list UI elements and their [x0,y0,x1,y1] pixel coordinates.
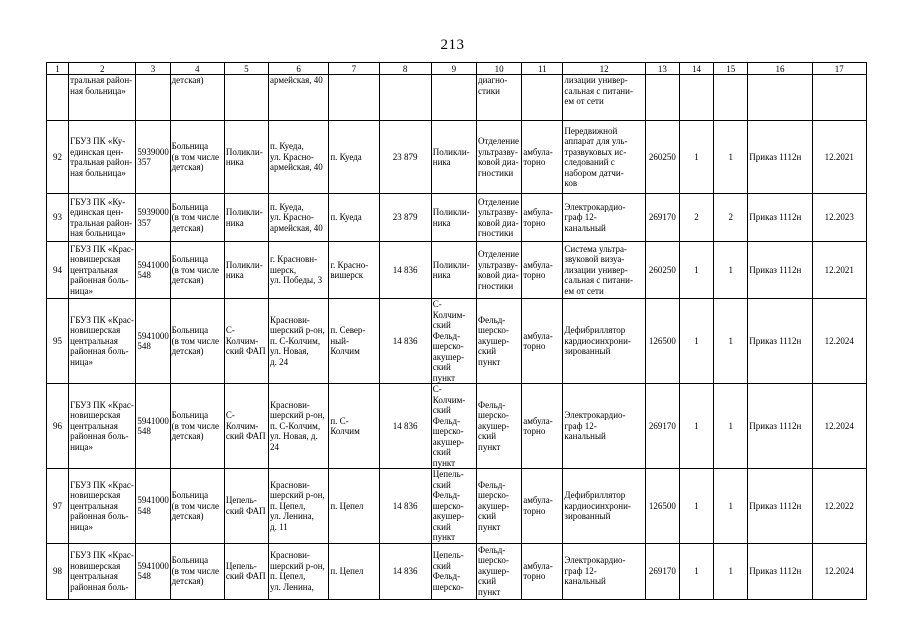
cell-text: 1 [694,264,699,275]
cell-text: Приказ 1112н [749,500,802,511]
cell-text: ГБУЗ ПК «Ку- единская цен- тральная район- ная больница» [70,196,133,238]
cell-text: детская) [171,75,204,85]
cell-settlement [329,384,379,469]
cell-equipment-code [645,299,679,384]
cell-text: Дефибриллятор кардиосинхрони- зированный [564,490,631,521]
cell-org-code [136,242,170,299]
cell-text: 260250 [648,151,676,162]
cell-text: 14 836 [392,420,418,431]
cell-subunit [431,75,476,121]
cell-text: 12.2024 [824,565,854,576]
cell-text: п. Север- ный- Колчим [330,325,366,357]
cell-text: Поликли- ника [225,259,263,280]
cell-text: г. Красно- вишерск [330,259,369,280]
cell-unit-name [224,194,268,242]
equipment-table [46,62,867,600]
cell-unit-name [224,469,268,544]
cell-text: 12.2023 [824,212,854,223]
cell-text: Передвижной аппарат для уль- тразвуковых ис- следований с набором датчи- ков [564,125,628,188]
cell-address [269,75,329,121]
cell-text: 12.2021 [824,151,854,162]
cell-text: Краснови- шерский р-он, п. Цепел, ул. Ленина, д. 11 [270,479,325,532]
col-header: 17 [812,63,866,75]
cell-text: ГБУЗ ПК «Крас- новишерская центральная районная боль- ница» [70,479,134,532]
col-header: 3 [136,63,170,75]
cell-settlement [329,469,379,544]
cell-settlement [329,242,379,299]
cell-text: 97 [53,500,63,511]
cell-text: Дефибриллятор кардиосинхрони- зированный [564,325,631,357]
cell-text: Поликли- ника [432,146,470,167]
cell-settlement [329,299,379,384]
cell-text: С- Колчим- ский ФАП [225,325,266,357]
cell-text: 93 [53,212,63,223]
cell-address [269,242,329,299]
cell-quantity-required [679,242,713,299]
cell-regulation [748,543,812,599]
cell-text: Поликли- ника [432,259,470,280]
cell-row-number [47,469,69,544]
cell-text: 92 [53,151,63,162]
col-header: 16 [748,63,812,75]
cell-quantity-required [679,384,713,469]
cell-text: Краснови- шерский р-он, п. С-Колчим, ул. Новая, д. 24 [270,399,325,452]
cell-text: 1 [728,264,733,275]
cell-text: С- Колчим- ский ФАП [225,410,266,442]
cell-text: Больница (в том числе детская) [171,325,219,357]
cell-text: 12.2024 [824,335,854,346]
cell-org-code [136,194,170,242]
cell-text: Фельд- шерско- акушер- ский пункт [478,314,510,367]
cell-quantity-planned [714,299,748,384]
cell-text: армейская, 40 [270,75,323,85]
col-header: 15 [714,63,748,75]
cell-text: 1 [694,151,699,162]
cell-care-mode [522,299,563,384]
cell-text: Больница (в том числе детская) [171,201,219,233]
cell-text: п. Куеда, ул. Красно- армейская, 40 [270,141,323,173]
cell-text: амбула- торно [523,207,553,228]
cell-row-number [47,299,69,384]
col-header: 7 [329,63,379,75]
cell-care-mode [522,75,563,121]
cell-row-number [47,75,69,121]
cell-subunit [431,194,476,242]
cell-text: 98 [53,565,63,576]
cell-address [269,384,329,469]
cell-text: 269170 [648,212,676,223]
table-row [47,384,867,469]
table-row [47,242,867,299]
cell-text: 1 [728,565,733,576]
cell-text: 5939000 357 [137,146,169,167]
cell-text: Краснови- шерский р-он, п. Цепел, ул. Ленина, [270,550,325,592]
cell-text: Цепель- ский Фельд- шерско- [432,550,464,592]
cell-row-number [47,384,69,469]
cell-text: 12.2022 [824,500,854,511]
cell-unit-name [224,299,268,384]
cell-department [477,121,522,194]
cell-text: тральная район- ная больница» [70,75,133,96]
cell-facility-type [170,543,224,599]
cell-deadline [812,242,866,299]
cell-care-mode [522,194,563,242]
cell-text: 269170 [648,565,676,576]
cell-text: п. Цепел [330,565,364,576]
cell-settlement [329,121,379,194]
cell-text: Фельд- шерско- акушер- ский пункт [478,544,510,597]
cell-text: Отделение ультразву- ковой диа- гностики [478,196,520,238]
cell-deadline [812,384,866,469]
cell-text: 5941000 548 [137,330,169,351]
table-row [47,469,867,544]
cell-address [269,543,329,599]
cell-deadline [812,75,866,121]
cell-subunit [431,299,476,384]
cell-text: 1 [694,420,699,431]
cell-text: Приказ 1112н [749,212,802,223]
cell-equipment-code [645,384,679,469]
cell-org-code [136,384,170,469]
cell-equipment-code [645,194,679,242]
col-header: 13 [645,63,679,75]
cell-text: Электрокардио- граф 12- канальный [564,201,626,233]
cell-text: амбула- торно [523,330,553,351]
cell-equipment-code [645,121,679,194]
cell-facility-type [170,75,224,121]
cell-text: 5941000 548 [137,259,169,280]
cell-quantity-planned [714,121,748,194]
cell-equipment-name [563,543,645,599]
cell-regulation [748,299,812,384]
cell-text: диагно- стики [478,75,508,96]
cell-deadline [812,121,866,194]
cell-population [379,543,431,599]
cell-text: Поликли- ника [432,207,470,228]
cell-text: амбула- торно [523,259,553,280]
cell-subunit [431,543,476,599]
cell-regulation [748,75,812,121]
cell-quantity-required [679,469,713,544]
cell-population [379,242,431,299]
cell-department [477,299,522,384]
cell-organization-name [69,121,136,194]
cell-population [379,121,431,194]
cell-facility-type [170,121,224,194]
cell-text: 1 [728,335,733,346]
cell-care-mode [522,242,563,299]
cell-text: 14 836 [392,500,418,511]
cell-equipment-name [563,384,645,469]
cell-unit-name [224,75,268,121]
cell-text: 5941000 548 [137,495,169,516]
cell-department [477,194,522,242]
cell-text: 5941000 548 [137,560,169,581]
cell-care-mode [522,469,563,544]
cell-row-number [47,242,69,299]
cell-text: п. Куеда, ул. Красно- армейская, 40 [270,201,323,233]
cell-quantity-planned [714,75,748,121]
cell-quantity-planned [714,469,748,544]
cell-text: 126500 [648,335,676,346]
cell-settlement [329,194,379,242]
cell-text: Фельд- шерско- акушер- ский пункт [478,399,510,452]
cell-care-mode [522,121,563,194]
cell-regulation [748,469,812,544]
cell-row-number [47,194,69,242]
cell-text: Приказ 1112н [749,420,802,431]
cell-facility-type [170,194,224,242]
cell-text: 260250 [648,264,676,275]
cell-department [477,543,522,599]
col-header: 4 [170,63,224,75]
cell-text: ГБУЗ ПК «Ку- единская цен- тральная район- ная больница» [70,136,133,178]
cell-organization-name [69,242,136,299]
cell-row-number [47,121,69,194]
cell-text: ГБУЗ ПК «Крас- новишерская центральная районная боль- ница» [70,399,134,452]
cell-population [379,384,431,469]
cell-text: 5941000 548 [137,415,169,436]
cell-text: 14 836 [392,264,418,275]
cell-text: Краснови- шерский р-он, п. С-Колчим, ул. Новая, д. 24 [270,314,325,367]
cell-quantity-required [679,194,713,242]
cell-settlement [329,543,379,599]
col-header: 10 [477,63,522,75]
col-header: 9 [431,63,476,75]
cell-text: Больница (в том числе детская) [171,490,219,521]
cell-text: С- Колчим- ский Фельд- шерско- акушер- ский пункт [432,384,466,468]
col-header: 1 [47,63,69,75]
cell-text: амбула- торно [523,146,553,167]
cell-text: 14 836 [392,335,418,346]
col-header: 5 [224,63,268,75]
cell-text: Больница (в том числе детская) [171,141,219,173]
table-row [47,299,867,384]
cell-text: 96 [53,420,63,431]
cell-text: Электрокардио- граф 12- канальный [564,555,626,587]
cell-text: Больница (в том числе детская) [171,254,219,286]
cell-facility-type [170,242,224,299]
cell-deadline [812,543,866,599]
cell-organization-name [69,469,136,544]
cell-organization-name [69,299,136,384]
cell-text: п. Куеда [330,151,362,162]
cell-quantity-planned [714,194,748,242]
cell-text: Больница (в том числе детская) [171,410,219,442]
cell-text: 126500 [648,500,676,511]
cell-text: 1 [728,500,733,511]
cell-text: Приказ 1112н [749,264,802,275]
cell-text: 23 879 [392,151,418,162]
cell-regulation [748,384,812,469]
cell-org-code [136,299,170,384]
cell-text: п. Куеда [330,212,362,223]
cell-org-code [136,543,170,599]
cell-settlement [329,75,379,121]
cell-text: Цепель- ский ФАП [225,495,266,516]
cell-regulation [748,121,812,194]
cell-address [269,469,329,544]
cell-deadline [812,469,866,544]
cell-equipment-name [563,299,645,384]
cell-equipment-code [645,469,679,544]
cell-address [269,121,329,194]
cell-department [477,242,522,299]
col-header: 12 [563,63,645,75]
cell-equipment-code [645,543,679,599]
cell-text: п. С- Колчим [330,415,360,436]
cell-text: Больница (в том числе детская) [171,555,219,587]
cell-text: Цепель- ский Фельд- шерско- акушер- ский пункт [432,469,464,542]
cell-department [477,469,522,544]
cell-text: ГБУЗ ПК «Крас- новишерская центральная районная боль- ница» [70,243,134,296]
cell-text: Поликли- ника [225,146,263,167]
col-header: 8 [379,63,431,75]
cell-deadline [812,194,866,242]
cell-population [379,75,431,121]
cell-text: амбула- торно [523,415,553,436]
cell-care-mode [522,384,563,469]
cell-address [269,299,329,384]
cell-quantity-required [679,75,713,121]
cell-text: г. Красновн- шерск, ул. Победы, 3 [270,254,323,286]
cell-text: 1 [694,500,699,511]
cell-regulation [748,242,812,299]
cell-deadline [812,299,866,384]
cell-subunit [431,469,476,544]
cell-department [477,384,522,469]
cell-organization-name [69,194,136,242]
col-header: 11 [522,63,563,75]
cell-population [379,469,431,544]
cell-text: амбула- торно [523,560,553,581]
cell-text: амбула- торно [523,495,553,516]
cell-organization-name [69,543,136,599]
cell-organization-name [69,75,136,121]
cell-unit-name [224,384,268,469]
cell-subunit [431,384,476,469]
cell-text: Приказ 1112н [749,151,802,162]
cell-equipment-name [563,469,645,544]
col-header: 14 [679,63,713,75]
cell-text: лизации универ- сальная с питани- ем от сети [564,75,633,106]
cell-text: 1 [694,565,699,576]
cell-regulation [748,194,812,242]
cell-text: п. Цепел [330,500,364,511]
cell-text: 5939000 357 [137,207,169,228]
cell-org-code [136,75,170,121]
table-row [47,121,867,194]
cell-text: 12.2024 [824,420,854,431]
cell-subunit [431,121,476,194]
cell-department [477,75,522,121]
cell-text: 269170 [648,420,676,431]
cell-text: Приказ 1112н [749,565,802,576]
table-row [47,75,867,121]
cell-text: С- Колчим- ский Фельд- шерско- акушер- ский пункт [432,299,466,383]
cell-text: Отделение ультразву- ковой диа- гностики [478,249,520,291]
cell-text: Электрокардио- граф 12- канальный [564,410,626,442]
cell-text: Цепель- ский ФАП [225,560,266,581]
cell-unit-name [224,242,268,299]
cell-facility-type [170,469,224,544]
cell-text: 1 [728,151,733,162]
cell-facility-type [170,384,224,469]
cell-text: Фельд- шерско- акушер- ский пункт [478,479,510,532]
col-header: 6 [269,63,329,75]
cell-equipment-code [645,75,679,121]
table-row [47,194,867,242]
col-header: 2 [69,63,136,75]
cell-quantity-planned [714,384,748,469]
cell-equipment-name [563,242,645,299]
cell-quantity-required [679,543,713,599]
cell-care-mode [522,543,563,599]
cell-text: 2 [728,212,733,223]
cell-population [379,194,431,242]
cell-text: Система ультра- звуковой визуа- лизации универ- сальная с питани- ем от сети [564,243,633,296]
cell-text: 12.2021 [824,264,854,275]
header-row [47,63,867,75]
cell-org-code [136,469,170,544]
cell-quantity-required [679,121,713,194]
cell-row-number [47,543,69,599]
cell-text: 23 879 [392,212,418,223]
cell-quantity-planned [714,543,748,599]
cell-text: 14 836 [392,565,418,576]
page-number: 213 [440,37,465,53]
cell-quantity-planned [714,242,748,299]
cell-organization-name [69,384,136,469]
cell-equipment-code [645,242,679,299]
cell-text: ГБУЗ ПК «Крас- новишерская центральная районная боль- [70,550,134,592]
cell-text: 94 [53,264,63,275]
cell-text: 1 [694,335,699,346]
cell-text: 1 [728,420,733,431]
cell-quantity-required [679,299,713,384]
table-row [47,543,867,599]
cell-equipment-name [563,194,645,242]
cell-address [269,194,329,242]
cell-equipment-name [563,75,645,121]
cell-unit-name [224,121,268,194]
cell-text: Отделение ультразву- ковой диа- гностики [478,136,520,178]
cell-subunit [431,242,476,299]
cell-unit-name [224,543,268,599]
cell-org-code [136,121,170,194]
cell-population [379,299,431,384]
cell-facility-type [170,299,224,384]
cell-text: Приказ 1112н [749,335,802,346]
cell-text: Поликли- ника [225,207,263,228]
cell-equipment-name [563,121,645,194]
cell-text: ГБУЗ ПК «Крас- новишерская центральная районная боль- ница» [70,314,134,367]
cell-text: 2 [694,212,699,223]
cell-text: 95 [53,335,63,346]
